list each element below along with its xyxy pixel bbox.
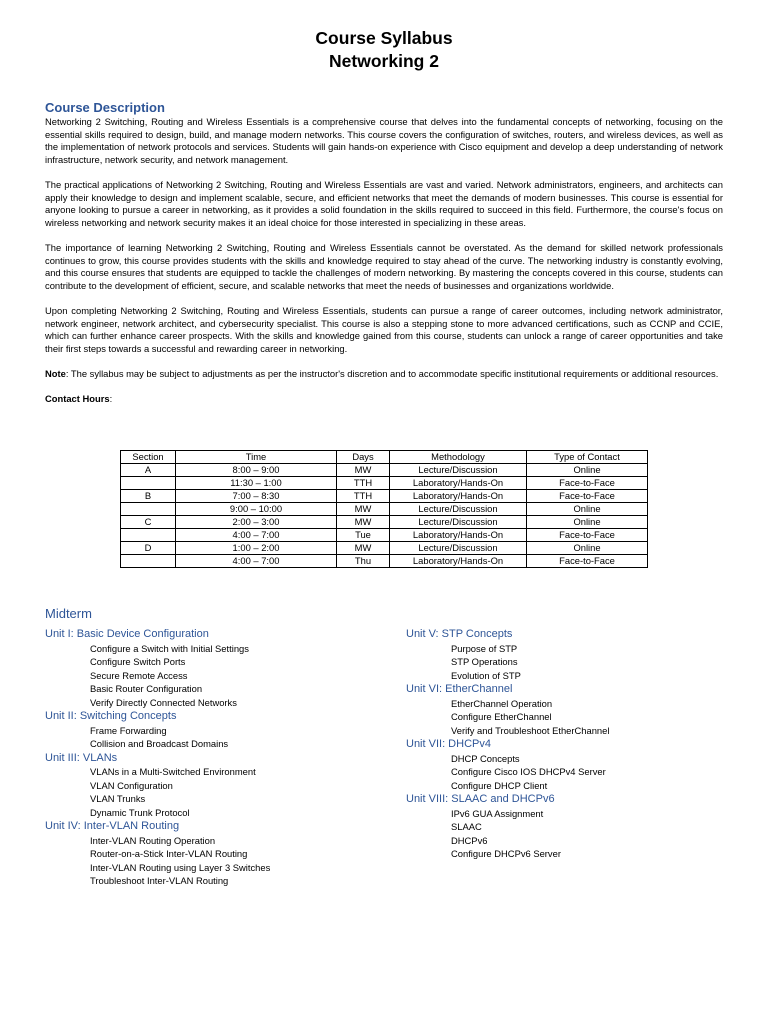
note-text: : The syllabus may be subject to adjustments as per the instructor's discretion and to accommodate specific institutional requirements or additional resources. <box>65 367 719 379</box>
table-row <box>121 490 648 503</box>
unit-topic: EtherChannel Operation <box>451 697 553 709</box>
table-cell: Face-to-Face <box>527 555 648 568</box>
table-cell: MW <box>337 464 390 477</box>
unit-topic: VLANs in a Multi-Switched Environment <box>90 766 256 777</box>
table-cell: Face-to-Face <box>527 529 648 542</box>
table-cell: 7:00 – 8:30 <box>176 490 337 503</box>
page-subtitle: Networking 2 <box>329 51 439 71</box>
contact-hours-table <box>120 450 648 568</box>
column-header-time: Time <box>176 451 337 464</box>
contact-hours-label-line <box>45 393 723 406</box>
unit-topic: Configure DHCPv6 Server <box>451 848 561 859</box>
column-header-days: Days <box>337 451 390 464</box>
unit-block <box>45 627 375 709</box>
unit-topic: Router-on-a-Stick Inter-VLAN Routing <box>90 848 248 859</box>
unit-topic: Basic Router Configuration <box>90 683 203 694</box>
unit-block <box>45 819 375 888</box>
unit-topic: DHCPv6 <box>451 834 488 846</box>
unit-block <box>406 682 736 737</box>
table-cell: MW <box>337 503 390 516</box>
page-title: Course Syllabus <box>315 28 453 48</box>
unit-topic: Configure Cisco IOS DHCPv4 Server <box>451 766 606 777</box>
table-header-row <box>121 451 648 464</box>
unit-topic: Configure a Switch with Initial Settings <box>90 642 249 654</box>
table-cell: Lecture/Discussion <box>390 503 527 516</box>
table-cell: Online <box>527 542 648 555</box>
unit-topic: Troubleshoot Inter-VLAN Routing <box>90 875 229 886</box>
contact-hours-label: Contact Hours <box>45 393 110 405</box>
table-cell: D <box>121 542 176 555</box>
table-cell: 8:00 – 9:00 <box>176 464 337 477</box>
table-cell <box>121 503 176 516</box>
table-cell: Lecture/Discussion <box>390 542 527 555</box>
description-paragraph: Networking 2 Switching, Routing and Wireless Essentials is a comprehensive course that delves into the fundamental concepts of networking, focusing on the essential skills required to design, build, and manage modern networks. This course covers the configuration of switches, routers, and wireless devices, as well as the implementation of network protocols and services. Students will gain hands-on experience with Cisco equipment and develop a deep understanding of network infrastructure, network security, and network management. <box>45 116 723 165</box>
table-cell <box>121 477 176 490</box>
table-cell: B <box>121 490 176 503</box>
note-paragraph <box>45 368 723 381</box>
table-cell: Laboratory/Hands-On <box>390 477 527 490</box>
unit-title: Unit VII: DHCPv4 <box>406 738 491 750</box>
table-cell <box>121 555 176 568</box>
table-cell: Laboratory/Hands-On <box>390 555 527 568</box>
table-row <box>121 529 648 542</box>
table-cell: 4:00 – 7:00 <box>176 529 337 542</box>
table-cell: MW <box>337 542 390 555</box>
unit-title: Unit VI: EtherChannel <box>406 683 513 695</box>
unit-title: Unit I: Basic Device Configuration <box>45 628 209 640</box>
table-row <box>121 542 648 555</box>
unit-topic: STP Operations <box>451 656 518 667</box>
table-cell: 1:00 – 2:00 <box>176 542 337 555</box>
unit-topic: IPv6 GUA Assignment <box>451 807 544 819</box>
table-cell: 11:30 – 1:00 <box>176 477 337 490</box>
table-cell: Online <box>527 503 648 516</box>
unit-block <box>406 627 736 682</box>
table-row <box>121 516 648 529</box>
unit-topic: Dynamic Trunk Protocol <box>90 806 190 818</box>
unit-title: Unit III: VLANs <box>45 751 118 764</box>
table-row <box>121 464 648 477</box>
unit-title: Unit V: STP Concepts <box>406 628 513 640</box>
table-row <box>121 477 648 490</box>
title-block <box>0 27 768 73</box>
contact-hours-colon: : <box>109 393 113 405</box>
column-header-section: Section <box>121 451 176 464</box>
description-paragraph: The practical applications of Networking 2 Switching, Routing and Wireless Essentials are vast and varied. Network administrators, engineers, and architects can apply their knowledge to design and implement scalable, secure, and efficient networks that meet the demands of modern businesses. This course is essential for anyone looking to pursue a career in networking, as it provides a solid foundation in the skills required to succeed in this field. Furthermore, the course's focus on wireless networking and network security makes it an ideal choice for those interested in specializing in these areas. <box>45 178 723 228</box>
table-cell: MW <box>337 516 390 529</box>
unit-block <box>406 737 736 792</box>
table-cell: Face-to-Face <box>527 490 648 503</box>
table-cell: TTH <box>337 477 390 490</box>
table-row <box>121 503 648 516</box>
unit-topic: SLAAC <box>451 821 482 832</box>
column-header-type-of-contact: Type of Contact <box>527 451 648 464</box>
table-cell: Online <box>527 516 648 529</box>
unit-topic: Verify and Troubleshoot EtherChannel <box>451 724 610 736</box>
midterm-heading: Midterm <box>45 606 92 621</box>
description-paragraph: Upon completing Networking 2 Switching, Routing and Wireless Essentials, students can pursue a range of career outcomes, including network administrator, network engineer, network architect, and cybersecurity specialist. This course is also a stepping stone to more advanced certifications, such as CCNP and CCIE, which can further enhance career prospects. With the skills and knowledge gained from this course, students can unlock a range of career opportunities and take their first steps towards a successful and rewarding career in networking. <box>45 304 723 354</box>
table-cell: Face-to-Face <box>527 477 648 490</box>
column-header-methodology: Methodology <box>390 451 527 464</box>
table-cell: Online <box>527 464 648 477</box>
unit-topic: VLAN Trunks <box>90 793 146 804</box>
unit-topic: VLAN Configuration <box>90 779 173 791</box>
table-cell: A <box>121 464 176 477</box>
table-cell: 9:00 – 10:00 <box>176 503 337 516</box>
table-cell: Laboratory/Hands-On <box>390 529 527 542</box>
contact-table-body <box>121 464 648 568</box>
unit-block <box>45 751 375 820</box>
table-row <box>121 555 648 568</box>
unit-topic: Evolution of STP <box>451 669 521 681</box>
unit-block <box>45 709 375 751</box>
unit-topic: Secure Remote Access <box>90 669 188 681</box>
unit-topic: Collision and Broadcast Domains <box>90 738 229 749</box>
unit-topic: Verify Directly Connected Networks <box>90 696 237 708</box>
unit-block <box>406 792 736 861</box>
unit-topic: Configure DHCP Client <box>451 779 548 791</box>
table-cell: Tue <box>337 529 390 542</box>
unit-topic: Inter-VLAN Routing using Layer 3 Switches <box>90 861 271 873</box>
course-description-body <box>45 116 723 418</box>
unit-topic: Frame Forwarding <box>90 724 167 736</box>
unit-topic: Inter-VLAN Routing Operation <box>90 834 216 846</box>
table-cell: Lecture/Discussion <box>390 516 527 529</box>
table-cell <box>121 529 176 542</box>
table-cell: 4:00 – 7:00 <box>176 555 337 568</box>
unit-title: Unit VIII: SLAAC and DHCPv6 <box>406 793 555 805</box>
unit-topic: Configure Switch Ports <box>90 656 186 667</box>
table-cell: TTH <box>337 490 390 503</box>
unit-topic: DHCP Concepts <box>451 752 520 764</box>
unit-topic: Purpose of STP <box>451 642 518 654</box>
table-cell: 2:00 – 3:00 <box>176 516 337 529</box>
table-cell: Lecture/Discussion <box>390 464 527 477</box>
unit-title: Unit IV: Inter-VLAN Routing <box>45 820 180 832</box>
table-cell: Thu <box>337 555 390 568</box>
unit-title: Unit II: Switching Concepts <box>45 710 177 722</box>
midterm-left-column <box>45 627 375 888</box>
midterm-right-column <box>406 627 736 861</box>
description-paragraph: The importance of learning Networking 2 Switching, Routing and Wireless Essentials cannot be overstated. As the demand for skilled network professionals continues to grow, this course provides students with the skills and knowledge required to stay ahead of the curve. The networking industry is constantly evolving, and this course ensures that students are equipped to tackle the challenges of modern networking. By mastering the concepts covered in this course, students can contribute to the development of efficient, secure, and scalable networks that meet the needs of businesses and organizations worldwide. <box>45 241 723 291</box>
course-description-heading: Course Description <box>45 100 165 115</box>
note-label: Note <box>45 367 66 379</box>
table-cell: Laboratory/Hands-On <box>390 490 527 503</box>
unit-topic: Configure EtherChannel <box>451 711 552 722</box>
table-cell: C <box>121 516 176 529</box>
